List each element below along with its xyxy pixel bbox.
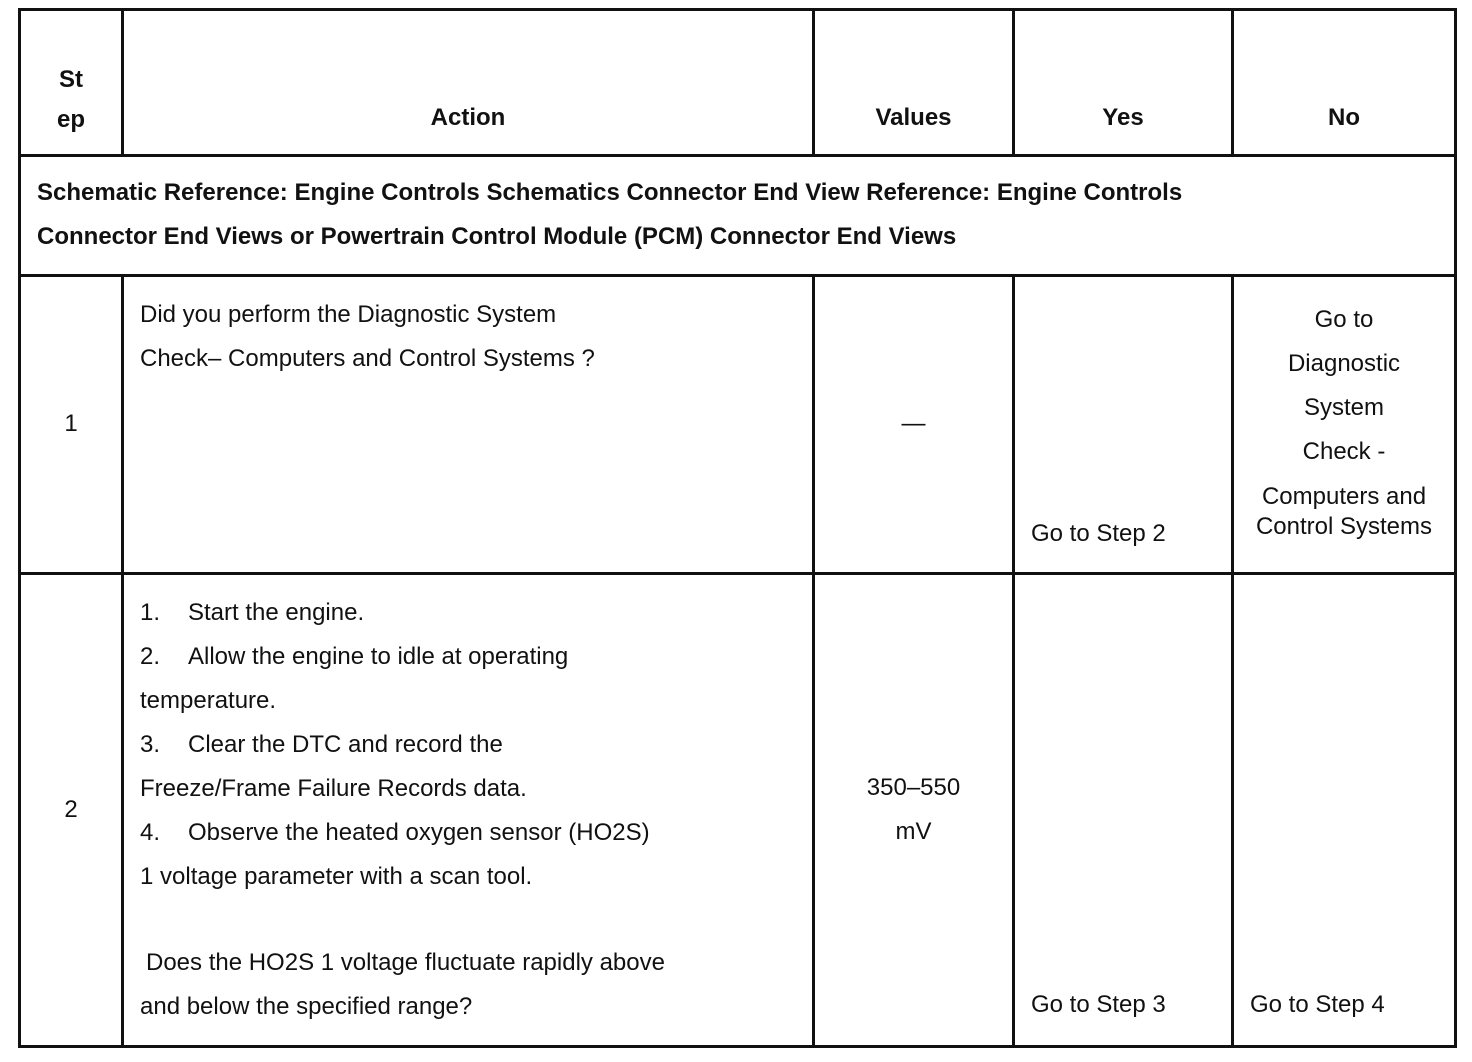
reference-line1: Schematic Reference: Engine Controls Schematics Connector End View Reference: Engine Controls xyxy=(37,179,1183,207)
action-list-item xyxy=(140,635,796,679)
value-unit: mV xyxy=(895,817,932,845)
action-cell xyxy=(123,573,814,1046)
action-cell xyxy=(123,276,814,573)
list-text: Clear the DTC and record the xyxy=(188,730,503,758)
action-list-item xyxy=(140,723,796,767)
no-link-line: Go to xyxy=(1314,305,1374,333)
action-list-item xyxy=(140,591,796,635)
question-line: and below the specified range? xyxy=(140,992,473,1020)
header-row xyxy=(20,10,1456,156)
header-action: Action xyxy=(123,10,814,156)
value-cell xyxy=(814,573,1014,1046)
no-link-line: Computers and xyxy=(1261,482,1427,510)
diagnostic-table xyxy=(18,8,1457,1048)
list-text: Observe the heated oxygen sensor (HO2S) xyxy=(188,818,650,846)
reference-cell xyxy=(20,156,1456,276)
value-range: 350–550 xyxy=(866,773,961,801)
list-continuation: Freeze/Frame Failure Records data. xyxy=(140,774,527,802)
no-link-diagnostic-system-check[interactable] xyxy=(1233,276,1456,573)
action-list-item xyxy=(140,811,796,855)
list-continuation: temperature. xyxy=(140,686,277,714)
list-text: Start the engine. xyxy=(188,598,365,626)
header-step-line1: St xyxy=(59,66,83,94)
table-row-step-2 xyxy=(20,573,1456,1046)
action-line: Did you perform the Diagnostic System xyxy=(140,301,557,329)
step-number: 1 xyxy=(20,276,123,573)
header-step xyxy=(20,10,123,156)
list-number: 3. xyxy=(140,730,161,758)
step-number: 2 xyxy=(20,573,123,1046)
no-link-step-4[interactable]: Go to Step 4 xyxy=(1233,573,1456,1046)
table-row-step-1 xyxy=(20,276,1456,573)
header-values: Values xyxy=(814,10,1014,156)
list-number: 2. xyxy=(140,642,161,670)
yes-link-step-2[interactable]: Go to Step 2 xyxy=(1014,276,1233,573)
list-number: 1. xyxy=(140,598,161,626)
header-no: No xyxy=(1233,10,1456,156)
no-link-line: System xyxy=(1303,393,1384,421)
header-yes: Yes xyxy=(1014,10,1233,156)
reference-row xyxy=(20,156,1456,276)
spacer xyxy=(140,899,796,941)
yes-link-step-3[interactable]: Go to Step 3 xyxy=(1014,573,1233,1046)
header-step-line2: ep xyxy=(56,106,85,134)
list-number: 4. xyxy=(140,818,161,846)
no-link-line: Diagnostic xyxy=(1287,349,1401,377)
value-cell: — xyxy=(814,276,1014,573)
reference-line2: Connector End Views or Powertrain Control Module (PCM) Connector End Views xyxy=(37,223,957,251)
no-link-line: Check - xyxy=(1302,437,1386,465)
question-line: Does the HO2S 1 voltage fluctuate rapidly above xyxy=(146,948,665,976)
no-link-line: Control Systems xyxy=(1255,512,1433,540)
action-line: Check– Computers and Control Systems ? xyxy=(140,345,595,373)
list-text: Allow the engine to idle at operating xyxy=(188,642,569,670)
list-continuation: 1 voltage parameter with a scan tool. xyxy=(140,862,533,890)
